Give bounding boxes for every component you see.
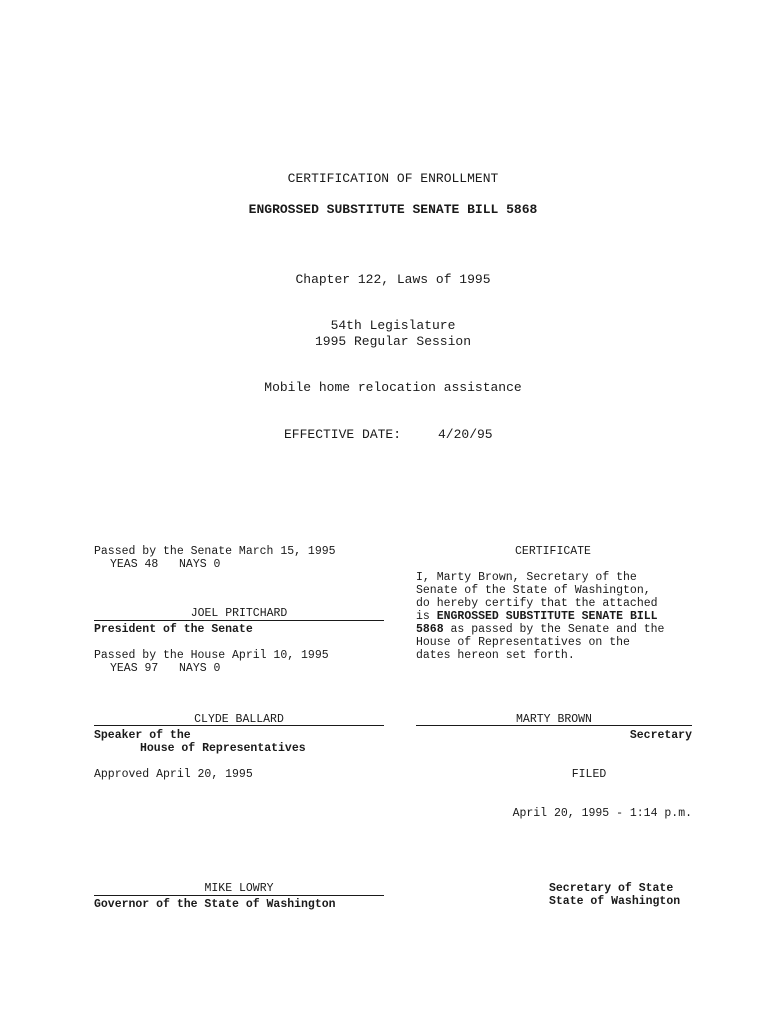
speaker-title-line2: House of Representatives bbox=[140, 742, 306, 755]
approved-line: Approved April 20, 1995 bbox=[94, 768, 253, 781]
certificate-line-7: dates hereon set forth. bbox=[416, 649, 575, 662]
speaker-title-line1: Speaker of the bbox=[94, 729, 191, 742]
secretary-title: Secretary bbox=[629, 729, 692, 742]
governor-title: Governor of the State of Washington bbox=[94, 898, 336, 911]
senate-president-name: JOEL PRITCHARD bbox=[190, 607, 288, 620]
certificate-bill-name: ENGROSSED SUBSTITUTE SENATE BILL bbox=[436, 610, 658, 623]
house-passed-line: Passed by the House April 10, 1995 bbox=[94, 649, 329, 662]
signature-line-secretary bbox=[416, 725, 692, 726]
senate-president-title: President of the Senate bbox=[94, 623, 253, 636]
house-vote-line: YEAS 97 NAYS 0 bbox=[110, 662, 221, 675]
senate-passed-line: Passed by the Senate March 15, 1995 bbox=[94, 545, 336, 558]
subject-line: Mobile home relocation assistance bbox=[264, 380, 522, 395]
legislature-line: 54th Legislature bbox=[330, 318, 456, 333]
secretary-of-state-line1: Secretary of State bbox=[549, 882, 674, 895]
certificate-line-3: do hereby certify that the attached bbox=[416, 597, 658, 610]
certification-title: CERTIFICATION OF ENROLLMENT bbox=[287, 171, 499, 186]
filed-label: FILED bbox=[571, 768, 607, 781]
certificate-line-6: House of Representatives on the bbox=[416, 636, 630, 649]
certificate-heading: CERTIFICATE bbox=[515, 545, 591, 558]
session-line: 1995 Regular Session bbox=[314, 334, 472, 349]
secretary-name: MARTY BROWN bbox=[516, 713, 592, 726]
certificate-line-4 bbox=[416, 610, 658, 623]
speaker-name: CLYDE BALLARD bbox=[194, 713, 284, 726]
effective-date-label: EFFECTIVE DATE: bbox=[284, 427, 402, 442]
effective-date-value: 4/20/95 bbox=[438, 427, 493, 442]
secretary-of-state-line2: State of Washington bbox=[549, 895, 681, 908]
senate-vote-line: YEAS 48 NAYS 0 bbox=[110, 558, 221, 571]
certificate-line-1: I, Marty Brown, Secretary of the bbox=[416, 571, 637, 584]
filed-datetime: April 20, 1995 - 1:14 p.m. bbox=[512, 807, 692, 820]
bill-title: ENGROSSED SUBSTITUTE SENATE BILL 5868 bbox=[248, 202, 538, 217]
certificate-line-2: Senate of the State of Washington, bbox=[416, 584, 651, 597]
chapter-line: Chapter 122, Laws of 1995 bbox=[295, 272, 491, 287]
certificate-line-5-suffix: as passed by the Senate and the bbox=[443, 623, 665, 636]
certificate-line-5 bbox=[416, 623, 664, 636]
certificate-bill-number: 5868 bbox=[416, 623, 444, 636]
signature-line-governor bbox=[94, 895, 384, 896]
signature-line-speaker bbox=[94, 725, 384, 726]
certificate-line-4-prefix: is bbox=[416, 610, 437, 623]
signature-line-senate-president bbox=[94, 620, 384, 621]
governor-name: MIKE LOWRY bbox=[204, 882, 274, 895]
